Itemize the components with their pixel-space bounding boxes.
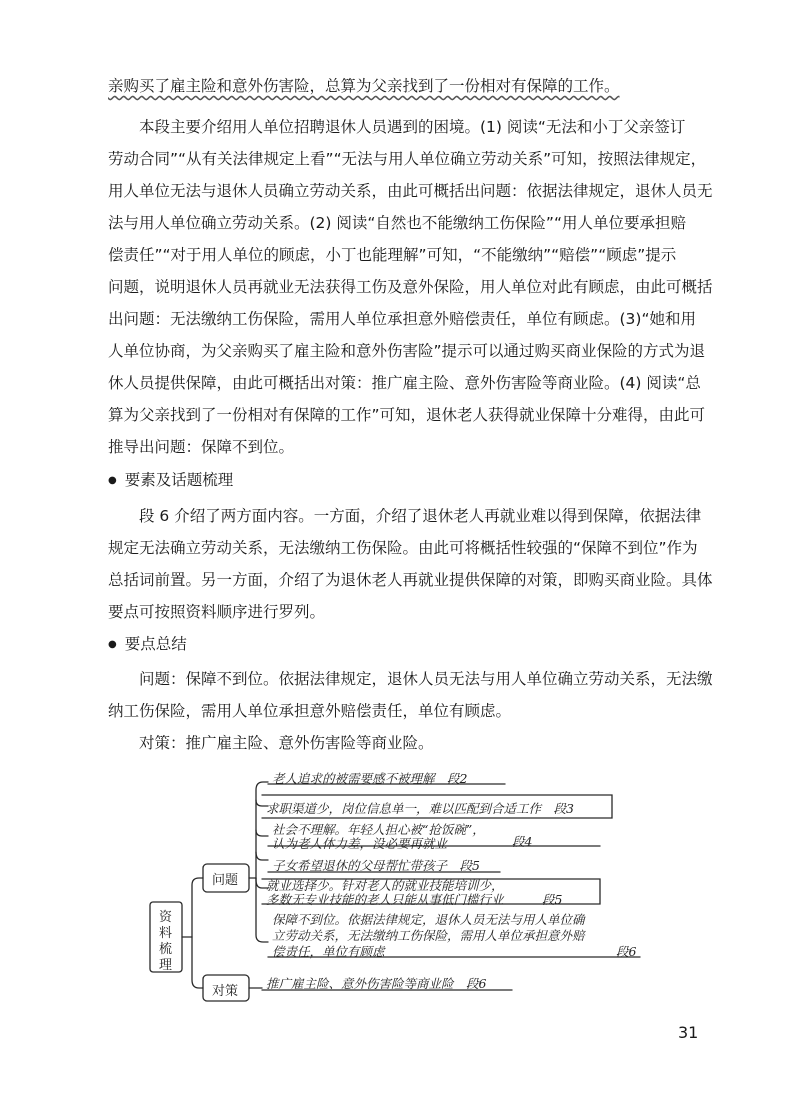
text-line: 总括词前置。另一方面，介绍了为退休老人再就业提供保障的对策，即购买商业险。具体 [108, 571, 713, 589]
branch-link-3 [256, 830, 268, 836]
text-line: 本段主要介绍用人单位招聘退休人员遇到的困境。(1) 阅读“无法和小丁父亲签订 [108, 118, 686, 136]
branch-text: 就业选择少。针对老人的就业技能培训少， [266, 878, 504, 893]
branch-text: 子女希望退休的父母帮忙带孩子 段5 [272, 858, 480, 873]
branch-text: 保障不到位。依据法律规定，退休人员无法与用人单位确 [272, 912, 585, 927]
brace-problem [192, 878, 203, 937]
text-line: 段 6 介绍了两方面内容。一方面，介绍了退休老人再就业难以得到保障，依据法律 [108, 507, 702, 525]
section-heading: ● 要素及话题梳理 [108, 470, 698, 493]
text-line: 问题，说明退休人员再就业无法获得工伤及意外保险，用人单位对此有顾虑，由此可概括 [108, 278, 713, 296]
problem-label: 问题 [212, 873, 239, 888]
branch-text: 求职渠道少，岗位信息单一，难以匹配到合适工作 段3 [266, 801, 574, 816]
text-line: 问题：保障不到位。依据法律规定，退休人员无法与用人单位确立劳动关系，无法缴 [108, 670, 713, 688]
text-line: 规定无法确立劳动关系，无法缴纳工伤保险。由此可将概括性较强的“保障不到位”作为 [108, 539, 698, 557]
page-number: 31 [678, 1023, 699, 1042]
text-line: 要点可按照资料顺序进行罗列。 [108, 603, 326, 621]
branch-link-1 [256, 782, 268, 878]
branch-text: 立劳动关系，无法缴纳工伤保险，需用人单位承担意外赔 [272, 928, 585, 943]
text-line: 人单位协商，为父亲购买了雇主险和意外伤害险”提示可以通过购买商业保险的方式为退 [108, 342, 706, 360]
branch-link-4 [256, 852, 268, 860]
text-line: 法与用人单位确立劳动关系。(2) 阅读“自然也不能缴纳工伤保险”“用人单位要承担赔 [108, 214, 686, 232]
solution-text: 推广雇主险、意外伤害险等商业险 段6 [266, 976, 487, 991]
branch-text: 老人追求的被需要感不被理解 段2 [272, 771, 468, 786]
text-line: 劳动合同”“从有关法律规定上看”“无法与用人单位确立劳动关系”可知，按照法律规定， [108, 150, 707, 168]
text-line: 推导出问题：保障不到位。 [108, 438, 295, 456]
text-line: 偿责任”“对于用人单位的顾虑，小丁也能理解”可知，“不能缴纳”“赔偿”“顾虑”提示 [108, 246, 677, 264]
brace-solution [192, 937, 203, 988]
text-line: 出问题：无法缴纳工伤保险，需用人单位承担意外赔偿责任，单位有顾虑。(3)“她和用 [108, 310, 696, 328]
root-char: 梳 [159, 942, 173, 957]
text-line: 纳工伤保险，需用人单位承担意外赔偿责任，单位有顾虑。 [108, 702, 512, 720]
solution-label: 对策 [212, 984, 239, 999]
branch-text: 多数无专业技能的老人只能从事低门槛行业 [266, 892, 504, 907]
text-line: 休人员提供保障，由此可概括出对策：推广雇主险、意外伤害险等商业险。(4) 阅读“总 [108, 374, 701, 392]
root-char: 料 [159, 926, 173, 941]
text-line: 算为父亲找到了一份相对有保障的工作”可知，退休老人获得就业保障十分难得，由此可 [108, 406, 706, 424]
branch-text: 段6 [616, 944, 637, 959]
branch-text: 认为老人体力差，没必要再就业 [272, 836, 448, 851]
branch-text: 偿责任，单位有顾虑 [272, 944, 385, 959]
text-line: 对策：推广雇主险、意外伤害险等商业险。 [108, 734, 434, 752]
section-heading: ● 要点总结 [108, 634, 698, 657]
root-char: 资 [159, 910, 173, 925]
text-line: 亲购买了雇主险和意外伤害险，总算为父亲找到了一份相对有保障的工作。 [108, 77, 620, 95]
text-line: 用人单位无法与退休人员确立劳动关系，由此可概括出问题：依据法律规定，退休人员无 [108, 182, 713, 200]
branch-text: 段4 [512, 834, 533, 849]
branch-text: 社会不理解。年轻人担心被“抢饭碗”， [272, 822, 485, 837]
root-char: 理 [159, 958, 173, 973]
branch-text: 段5 [542, 892, 563, 907]
